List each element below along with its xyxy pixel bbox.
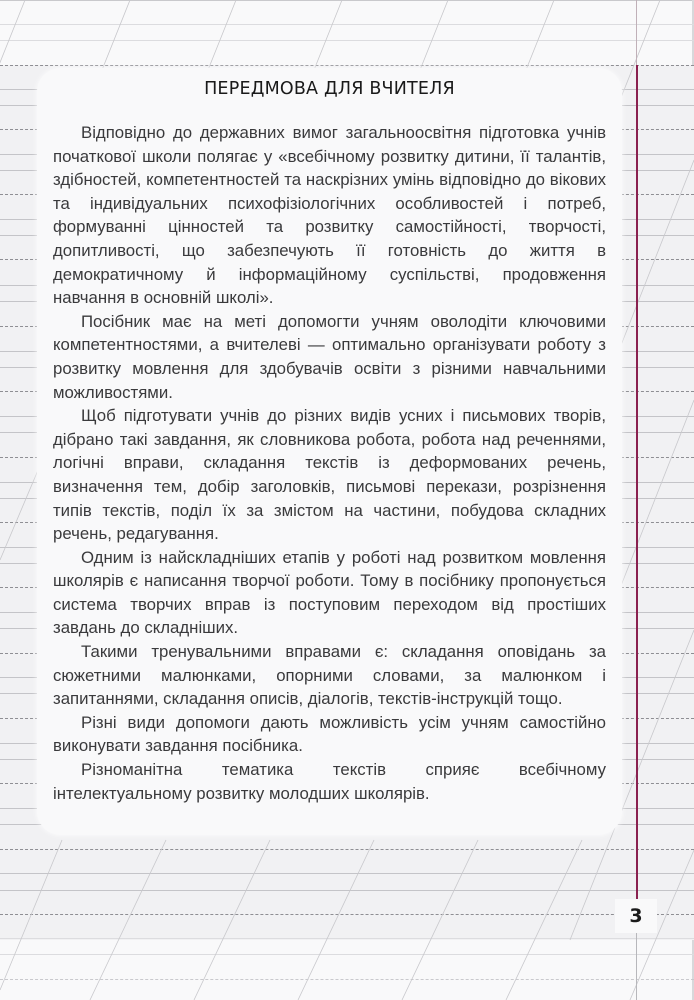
margin-line-upper [636, 0, 637, 65]
paragraph: Щоб підготувати учнів до різних видів усних і письмових творів, дібрано такі завдання, як словникова робота, робота над реченнями, логічні вправи, складання текстів із деформованих речень, визначення тем, добір заголовків, письмові перекази, розрізнення типів текстів, поділ їх за змістом на частини, побудова складних речень, редагування. [53, 406, 606, 544]
margin-line [636, 65, 638, 910]
paragraph: Посібник має на меті допомогти учням оволодіти ключовими компетентностями, а вчителеві — оптимально організувати роботу з розвитку мовлення для здобувачів освіти з різними навчальними можливостями. [53, 311, 606, 402]
page-number: 3 [629, 905, 643, 927]
margin-line-lower [636, 932, 637, 1000]
paragraph: Різноманітна тематика текстів сприяє всебічному інтелектуальному розвитку молодших школярів. [53, 760, 606, 803]
page-number-box [615, 899, 657, 933]
paragraph: Різні види допомоги дають можливість усім учням самостійно виконувати завдання посібника. [53, 712, 606, 756]
paragraph: Такими тренувальними вправами є: складання оповідань за сюжетними малюнками, опорними словами, за малюнком і запитаннями, складання описів, діалогів, текстів-інструкцій тощо. [53, 642, 606, 709]
paragraph: Одним із найскладніших етапів у роботі над розвитком мовлення школярів є написання творчої роботи. Тому в посібнику пропонується система творчих вправ із поступовим переходом від простіших завдань до складніших. [53, 547, 606, 638]
preface-body [53, 121, 606, 805]
page-title: ПЕРЕДМОВА ДЛЯ ВЧИТЕЛЯ [204, 79, 455, 99]
paragraph: Відповідно до державних вимог загальноосвітня підготовка учнів початкової школи полягає у «всебічному розвитку дитини, її талантів, здібностей, компетентностей та наскрізних умінь відповідно до вікових та індивідуальних психофізіологічних особливостей і потреб, формуванні цінностей та розвитку самостійності, творчості, допитливості, що забезпечують її готовність до життя в демократичному й інформаційному суспільстві, продовження навчання в основній школі». [53, 123, 606, 308]
preface-card [37, 68, 622, 835]
